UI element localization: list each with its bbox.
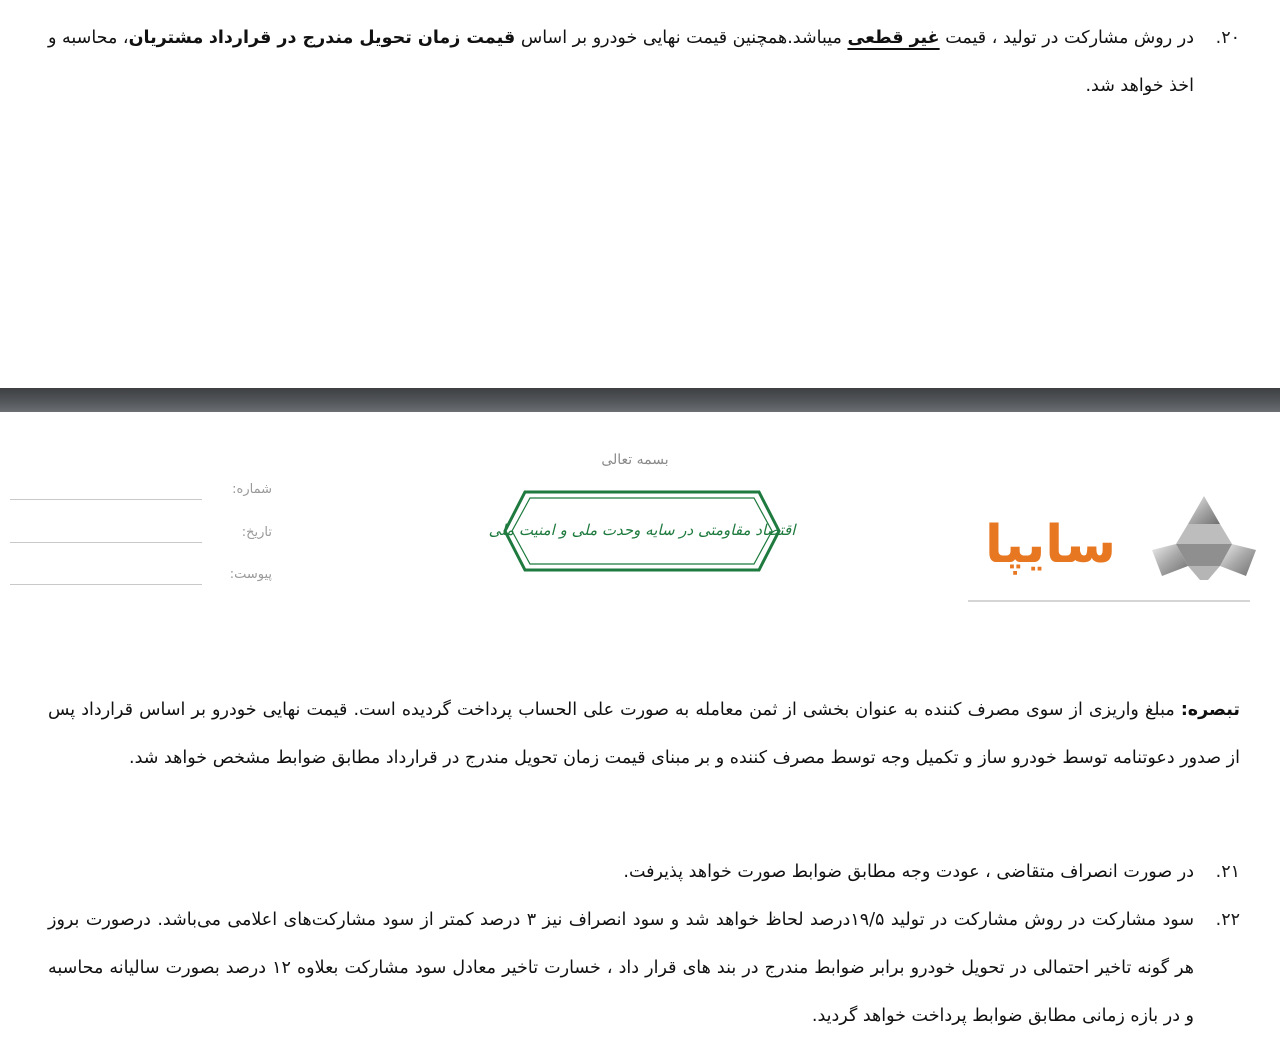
item-20-text-6: ، محاسبه و اخذ خواهد شد.: [48, 28, 1194, 96]
item-20-text-1: در روش مشارکت در تولید ، قیمت: [939, 28, 1194, 48]
note-label: تبصره:: [1180, 700, 1240, 720]
item-20-non-final: غیر قطعی: [847, 28, 940, 48]
attachment-field: [10, 567, 272, 591]
item-21-number: ۲۱.: [1215, 862, 1240, 882]
note-paragraph: [48, 686, 1240, 782]
item-20-paragraph: [48, 14, 1194, 110]
note-text: مبلغ واریزی از سوی مصرف کننده به عنوان بخشی از ثمن معامله به صورت علی الحساب پرداخت گردیده است. قیمت نهایی خودرو بر اساس قرارداد پس از صدور دعوتنامه توسط خودرو ساز و تکمیل وجه توسط مصرف کننده و بر مبنای قیمت زمان تحویل مندرج در قرارداد مطابق ضوابط مشخص خواهد شد.: [48, 700, 1240, 768]
item-20-customers: مشتریان: [128, 28, 204, 48]
item-22-paragraph: سود مشارکت در روش مشارکت در تولید ۱۹/۵درصد لحاظ خواهد شد و سود انصراف نیز ۳ درصد کمتر از سود مشارکت‌های اعلامی می‌باشد. درصورت بروز هر گونه تاخیر احتمالی در تحویل خودرو برابر ضوابط مندرج در بند های قرار داد ، خسارت تاخیر معادل سود مشارکت بعلاوه ۱۲ درصد بصورت سالیانه محاسبه و در بازه زمانی مطابق ضوابط پرداخت خواهد گردید.: [48, 910, 1194, 1026]
slogan-seal: [488, 490, 796, 572]
date-field: [10, 525, 272, 549]
number-label: شماره:: [232, 482, 272, 497]
item-21-paragraph: در صورت انصراف متقاضی ، عودت وجه مطابق ضوابط صورت خواهد پذیرفت.: [623, 862, 1194, 882]
slogan-text: اقتصاد مقاومتی در سایه وحدت ملی و امنیت ملی: [488, 521, 796, 539]
bismillah-heading: بسمه تعالی: [601, 452, 669, 468]
attachment-label: پیوست:: [229, 567, 272, 582]
number-field: [10, 482, 272, 506]
attachment-field-line: [10, 584, 202, 585]
number-field-line: [10, 499, 202, 500]
item-20-text-3: میباشد.همچنین قیمت نهایی خودرو بر اساس: [515, 28, 848, 48]
page-separator: [0, 388, 1280, 412]
item-22-number: ۲۲.: [1215, 910, 1240, 930]
date-label: تاریخ:: [241, 525, 272, 540]
saipa-logo-text: سایپا: [985, 515, 1116, 575]
document-page-top: [0, 0, 1280, 388]
item-20-delivery-price: قیمت زمان تحویل مندرج در قرارداد: [208, 28, 516, 48]
letterhead-divider: [968, 600, 1250, 602]
saipa-logo-icon: [1148, 492, 1260, 584]
date-field-line: [10, 542, 202, 543]
item-20-number: ۲۰.: [1215, 28, 1240, 48]
